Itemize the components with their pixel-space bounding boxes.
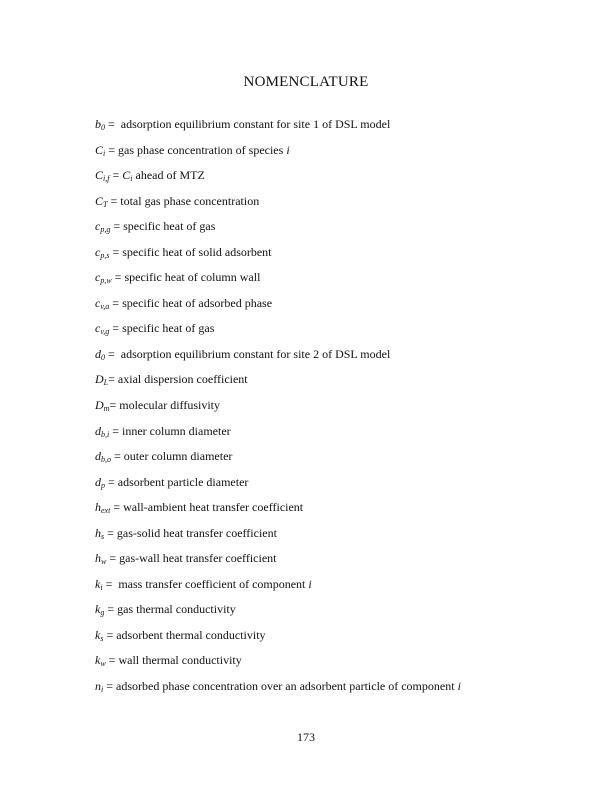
nomenclature-entry: [95, 346, 461, 372]
symbol-subscript: i: [103, 148, 106, 158]
nomenclature-entry: [95, 295, 461, 321]
symbol-subscript: b,i: [101, 429, 110, 439]
nomenclature-entry: [95, 576, 461, 602]
definition-variable: i: [286, 142, 290, 157]
symbol-subscript: w: [101, 557, 107, 567]
equals-sign: =: [109, 244, 123, 259]
symbol: C: [95, 193, 104, 208]
definition: specific heat of gas: [123, 219, 216, 234]
definition: ahead of MTZ: [132, 168, 205, 183]
definition: adsorption equilibrium constant for site 1 of DSL model: [120, 117, 391, 131]
symbol-subscript: b,o: [101, 455, 111, 465]
symbol: C: [95, 168, 104, 183]
equals-sign: =: [111, 449, 124, 464]
nomenclature-entry: [95, 397, 461, 423]
equals-sign: =: [103, 627, 117, 642]
definition: specific heat of gas: [122, 321, 215, 336]
nomenclature-entry: [95, 218, 461, 244]
equals-sign: =: [107, 193, 121, 208]
definition: wall-ambient heat transfer coefficient: [123, 500, 304, 515]
definition-subscript: i: [130, 174, 133, 184]
equals-sign: =: [105, 653, 119, 668]
definition: specific heat of column wall: [124, 270, 261, 285]
equals-sign: =: [105, 117, 121, 131]
symbol-subscript: 0: [101, 123, 105, 132]
symbol: h: [95, 551, 101, 566]
symbol-subscript: w: [100, 659, 106, 669]
equals-sign: =: [110, 500, 124, 515]
equals-sign: =: [103, 679, 117, 694]
symbol-subscript: 0: [101, 352, 105, 362]
symbol-subscript: s: [101, 531, 105, 541]
symbol: D: [95, 398, 104, 413]
definition: mass transfer coefficient of component: [118, 576, 309, 591]
symbol: k: [95, 576, 101, 591]
equals-sign: =: [108, 372, 118, 387]
definition: outer column diameter: [123, 449, 233, 464]
symbol-subscript: i,f: [103, 174, 110, 184]
equals-sign: =: [109, 321, 123, 336]
symbol-subscript: p,s: [100, 250, 110, 260]
definition: specific heat of solid adsorbent: [122, 244, 272, 259]
symbol: c: [95, 219, 101, 234]
nomenclature-entry: [95, 678, 461, 704]
equals-sign: =: [104, 525, 117, 540]
symbol: c: [95, 244, 101, 259]
symbol-subscript: m: [103, 404, 110, 414]
nomenclature-entry: [95, 652, 461, 678]
symbol-subscript: ext: [101, 506, 111, 516]
symbol: k: [95, 653, 101, 668]
nomenclature-entry: [95, 167, 461, 193]
symbol-subscript: v,a: [100, 301, 110, 311]
symbol: k: [95, 602, 101, 617]
definition: adsorption equilibrium constant for site 2 of DSL model: [120, 346, 391, 361]
definition: molecular diffusivity: [119, 398, 220, 413]
symbol-subscript: g: [100, 608, 105, 618]
definition: gas phase concentration of species: [118, 142, 287, 157]
symbol: b: [95, 117, 101, 131]
symbol-subscript: p,w: [100, 276, 112, 286]
nomenclature-entry: [95, 142, 461, 168]
symbol-subscript: L: [103, 378, 109, 388]
definition: inner column diameter: [122, 423, 231, 438]
definition: adsorbent particle diameter: [117, 474, 249, 489]
nomenclature-list: [95, 116, 461, 704]
symbol: n: [95, 679, 101, 694]
equals-sign: =: [109, 295, 123, 310]
definition: gas thermal conductivity: [117, 602, 236, 617]
equals-sign: =: [102, 576, 119, 591]
definition: adsorbent thermal conductivity: [116, 627, 266, 642]
symbol: h: [95, 525, 101, 540]
symbol: h: [95, 500, 101, 515]
definition: axial dispersion coefficient: [117, 372, 248, 387]
symbol: c: [95, 295, 101, 310]
nomenclature-entry: [95, 269, 461, 295]
equals-sign: =: [105, 142, 119, 157]
symbol-subscript: i: [101, 685, 104, 695]
nomenclature-entry: [95, 525, 461, 551]
equals-sign: =: [105, 346, 121, 361]
nomenclature-entry: [95, 423, 461, 449]
definition: total gas phase concentration: [120, 193, 260, 208]
symbol: D: [95, 372, 104, 387]
equals-sign: =: [110, 219, 124, 234]
page-number: 173: [297, 730, 315, 744]
symbol-subscript: s: [100, 633, 104, 643]
definition-symbol: C: [122, 168, 131, 183]
definition-variable: i: [308, 576, 312, 591]
equals-sign: =: [111, 270, 125, 285]
nomenclature-entry: [95, 371, 461, 397]
definition: gas-solid heat transfer coefficient: [116, 525, 277, 540]
nomenclature-entry: [95, 116, 461, 142]
symbol-subscript: i: [100, 582, 103, 592]
nomenclature-entry: [95, 474, 461, 500]
definition: wall thermal conductivity: [118, 653, 242, 668]
nomenclature-entry: [95, 627, 461, 653]
definition: gas-wall heat transfer coefficient: [119, 551, 277, 566]
symbol: c: [95, 321, 101, 336]
nomenclature-entry: [95, 550, 461, 576]
equals-sign: =: [109, 423, 123, 438]
symbol: d: [95, 423, 101, 438]
symbol: d: [95, 346, 101, 361]
symbol: c: [95, 270, 101, 285]
equals-sign: =: [109, 168, 123, 183]
nomenclature-entry: [95, 601, 461, 627]
nomenclature-entry: [95, 193, 461, 219]
symbol-subscript: p,g: [100, 225, 111, 235]
symbol: d: [95, 449, 101, 464]
nomenclature-entry: [95, 244, 461, 270]
symbol-subscript: T: [103, 199, 108, 209]
symbol-subscript: v,g: [100, 327, 110, 337]
nomenclature-entry: [95, 448, 461, 474]
definition-variable: i: [457, 679, 461, 694]
equals-sign: =: [105, 474, 118, 489]
equals-sign: =: [106, 551, 120, 566]
nomenclature-entry: [95, 499, 461, 525]
equals-sign: =: [104, 602, 118, 617]
definition: specific heat of adsorbed phase: [122, 295, 273, 310]
nomenclature-entry: [95, 320, 461, 346]
definition: adsorbed phase concentration over an adsorbent particle of component: [116, 679, 458, 694]
symbol-subscript: p: [101, 480, 105, 490]
symbol: k: [95, 627, 101, 642]
equals-sign: =: [109, 398, 120, 413]
symbol: C: [95, 142, 104, 157]
symbol: d: [95, 474, 101, 489]
page-title: NOMENCLATURE: [243, 74, 369, 90]
